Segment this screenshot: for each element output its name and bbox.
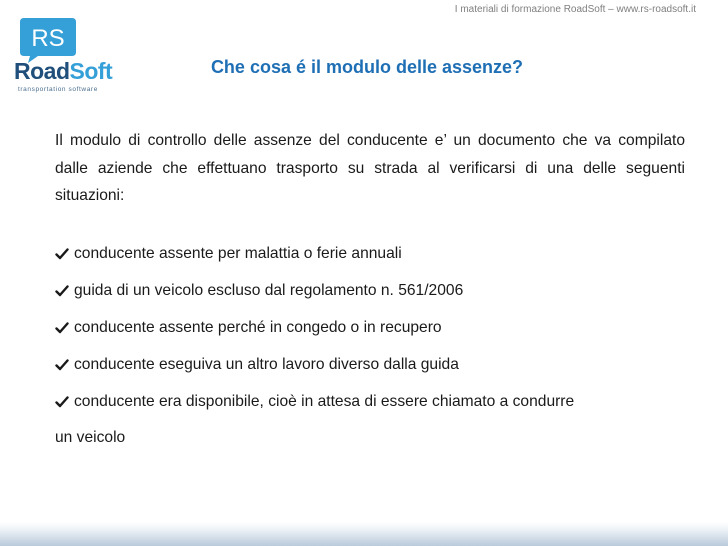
list-item [55, 383, 695, 420]
list-item-text: conducente era disponibile, cioè in attesa di essere chiamato a condurre [74, 393, 575, 410]
logo-word-road: Road [14, 58, 70, 84]
checkmark-icon [55, 247, 69, 261]
list-item-continuation-text: un veicolo [55, 429, 126, 446]
header-note: I materiali di formazione RoadSoft – www.rs-roadsoft.it [454, 4, 696, 15]
logo-word-soft: Soft [69, 58, 113, 84]
checkmark-icon [55, 321, 69, 335]
situations-list [55, 235, 695, 451]
list-item [55, 346, 695, 383]
list-item-text: conducente eseguiva un altro lavoro diverso dalla guida [74, 356, 459, 373]
logo-mark: RS [31, 25, 65, 52]
slide-title: Che cosa é il modulo delle assenze? [210, 57, 524, 77]
list-item-text: guida di un veicolo escluso dal regolamento n. 561/2006 [74, 282, 464, 299]
list-item-text: conducente assente per malattia o ferie annuali [74, 245, 402, 262]
list-item-text: conducente assente perché in congedo o in recupero [74, 319, 442, 336]
checkmark-icon [55, 358, 69, 372]
checkmark-icon [55, 284, 69, 298]
list-item [55, 235, 695, 272]
list-item [55, 309, 695, 346]
intro-paragraph: Il modulo di controllo delle assenze del conducente e’ un documento che va compilato dalle aziende che effettuano trasporto su strada al verificarsi di una delle seguenti situazioni: [55, 132, 685, 204]
checkmark-icon [55, 395, 69, 409]
logo-tagline: transportation software [18, 86, 98, 93]
list-item-continuation [55, 424, 695, 451]
footer-bar [0, 522, 728, 546]
list-item [55, 272, 695, 309]
roadsoft-logo [14, 16, 118, 94]
